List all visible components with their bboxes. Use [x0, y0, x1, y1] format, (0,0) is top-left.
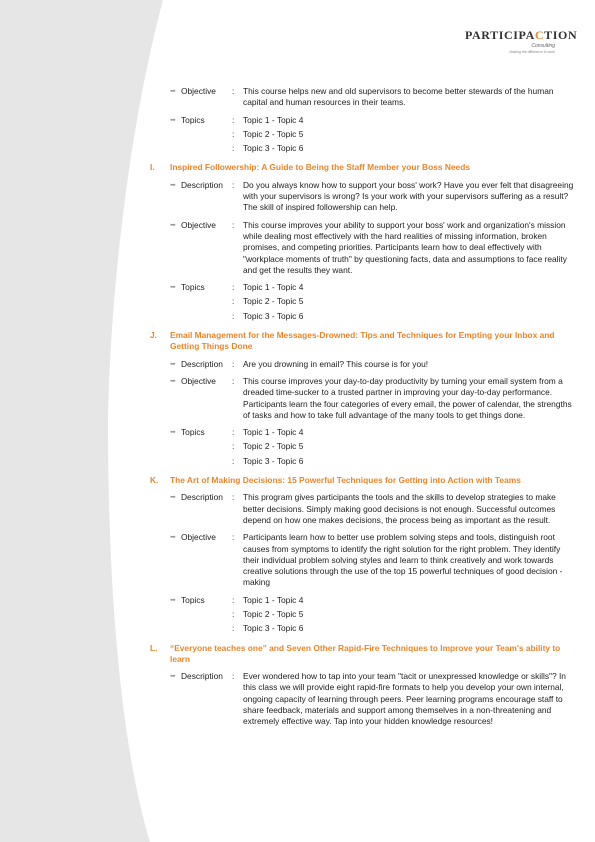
description-row: ➥ Description : Are you drowning in email? This course is for you! — [170, 359, 575, 370]
objective-text: Participants learn how to better use problem solving steps and tools, distinguish root causes from symptoms to identify the right solution for the right problem. They identify their individual problem solving styles and learn to think creatively and work towards creative solutions through the use of the top 15 powerful techniques of good decision -making — [243, 532, 563, 588]
description-text: Do you always know how to support your boss' work? Have you ever felt that disagreeing with your supervisors is wrong? Is your work with your supervisors suffering as a result? The skill of inspired followership can help. — [243, 179, 574, 213]
objective-label: Objective — [181, 375, 216, 386]
course-list: ➥ Objective : This course helps new and old supervisors to become better stewards of the human capital and human resources in their teams. ➥ Topics : Topic 1 - Topic 4 : Topic 2 - Topic 5 : Topic 3 - Topic 6 I. Inspired Followership: A Guide to Being the Staff Member your Boss Needs ➥ Description : Do you always know how to support your boss' work? Have you ever felt that disagreeing with your supervisors is wrong? Is your work with your supervisors suffering as a result? The skill of inspired followership can help. ➥ Objective : This course improves your ability to support your boss' work and organization's mission while dealing most effectively with the hard realities of missing information, broken promises, and competing priorities. Participants learn how to deal effectively with "workplace moments of truth" by questioning facts, data and assumptions to face reality and get the results they want. ➥ Topics : Topic 1 - Topic 4 : Topic 2 - Topic 5 : Topic 3 - Topic 6 J. Email Management for the Messages-Drowned: Tips and Techniques for Empting your Inbox and Getting Things Done ➥ Description : Are you drowning in email? This course is for you! ➥ Objective : This course improves your day-to-day productivity by turning your email system from a dreaded time-sucker to a trusted partner in improving your day-to-day performance. Participants learn the four categories of every email, the power of calendar, the strengths of tasks and how to take full advantage of the many tools to get things done. ➥ Topics : Topic 1 - Topic 4 : Topic 2 - Topic 5 : Topic 3 - Topic 6 K. The Art of Making Decisions: 15 Powerful Techniques for Getting into Action with Teams ➥ Description : This program gives participants the tools and the skills to develop strategies to make better decisions. Simply making good decisions is not enough. Successful outcomes depend on how one makes decisions, the process being as important as the result. ➥ Objective : Participants learn how to better use problem solving steps and tools, distinguish root causes from symptoms to identify the right solution for the right problem. They identify their individual problem solving styles and learn to think creatively and work towards creative solutions through the use of the top 15 powerful techniques of good decision -making ➥ Topics : Topic 1 - Topic 4 : Topic 2 - Topic 5 : Topic 3 - Topic 6 L. “Everyone teaches one” and Seven Other Rapid-Fire Techniques to Improve your Team's ability to learn ➥ Description : Ever wondered how to tap into your team "tacit or unexpressed knowledge or skills"? In this class we will provide eight rapid-fire formats to help you develop your own internal, ongoing capacity of learning through peers. Peer learning programs encourage staff to share feedback, materials and support among themselves in a non-threatening and extremely effective way. Tap into your hidden knowledge resources! — [150, 86, 574, 727]
logo-subtitle: Consulting — [531, 43, 555, 49]
description-text: This program gives participants the tools and the skills to develop strategies to make better decisions. Simply making good decisions is not enough. Successful outcomes depend on how one makes decisions, the process being as important as the result. — [243, 492, 556, 525]
section-letter: I. — [150, 162, 155, 173]
description-label: Description — [181, 492, 223, 503]
section-heading-j — [150, 330, 575, 353]
description-row: ➥ Description : This program gives participants the tools and the skills to develop strategies to make better decisions. Simply making good decisions is not enough. Successful outcomes depend on how one makes decisions, the process being as important as the result. — [170, 492, 575, 526]
objective-label: Objective — [181, 219, 216, 230]
description-row: ➥ Description : Ever wondered how to tap into your team "tacit or unexpressed knowledge or skills"? In this class we will provide eight rapid-fire formats to help you develop your own internal, ongoing capacity of learning through peers. Peer learning programs encourage staff to share feedback, materials and support among themselves in a non-threatening and extremely effective way. Tap into your hidden knowledge resources! — [170, 671, 575, 727]
section-title: Email Management for the Messages-Drowned: Tips and Techniques for Empting your Inbox and Getting Things Done — [170, 330, 555, 352]
intro-topics-row: ➥ Topics : Topic 1 - Topic 4 — [170, 115, 575, 126]
objective-row: ➥ Objective : This course improves your ability to support your boss' work and organization's mission while dealing most effectively with the hard realities of missing information, broken promises, and competing priorities. Participants learn how to deal effectively with "workplace moments of truth" by questioning facts, data and assumptions to face reality and get the results they want. — [170, 220, 575, 276]
left-gray-curve-band — [0, 0, 163, 842]
section-heading-l — [150, 643, 575, 666]
topic-item: Topic 2 - Topic 5 — [243, 296, 304, 307]
topic-item: Topic 2 - Topic 5 — [243, 128, 304, 139]
topics-label: Topics — [181, 594, 205, 605]
topic-item: Topic 3 - Topic 6 — [243, 143, 304, 154]
logo-text-accent: C — [534, 28, 545, 42]
description-row: ➥ Description : Do you always know how to support your boss' work? Have you ever felt that disagreeing with your supervisors is wrong? Is your work with your supervisors suffering as a result? The skill of inspired followership can help. — [170, 179, 574, 213]
topics-label: Topics — [181, 282, 205, 293]
objective-label: Objective — [181, 532, 216, 543]
arrow-bullet-icon: ➥ — [170, 534, 176, 542]
section-letter: K. — [150, 475, 159, 486]
objective-row: ➥ Objective : Participants learn how to better use problem solving steps and tools, distinguish root causes from symptoms to identify the right solution for the right problem. They identify their individual problem solving styles and learn to think creatively and work towards creative solutions through the use of the top 15 powerful techniques of good decision -making — [170, 532, 575, 588]
description-text: Are you drowning in email? This course is for you! — [243, 358, 429, 369]
section-title: Inspired Followership: A Guide to Being the Staff Member your Boss Needs — [170, 162, 470, 173]
logo-text-left: PARTICIPA — [465, 28, 535, 42]
section-heading-i — [150, 162, 575, 173]
objective-label: Objective — [181, 86, 216, 96]
topics-label: Topics — [181, 114, 205, 125]
topic-item: Topic 1 - Topic 4 — [243, 594, 304, 605]
topic-item: Topic 3 - Topic 6 — [243, 455, 304, 466]
section-letter: J. — [150, 330, 157, 341]
objective-text: This course improves your ability to support your boss' work and organization's mission while dealing most effectively with the hard realities of missing information, broken promises, and competing priorities. Participants learn how to deal effectively with "workplace moments of truth" by questioning facts, data and assumptions to face reality and get the results they want. — [243, 219, 567, 275]
description-text: Ever wondered how to tap into your team "tacit or unexpressed knowledge or skills"? In this class we will provide eight rapid-fire formats to help you develop your own internal, ongoing capacity of learning through peers. Peer learning programs encourage staff to share feedback, materials and support among themselves in a non-threatening and extremely effective way. Tap into your hidden knowledge resources! — [243, 671, 566, 727]
topic-item: Topic 3 - Topic 6 — [243, 310, 304, 321]
arrow-bullet-icon: ➥ — [170, 494, 176, 502]
section-heading-k — [150, 475, 575, 486]
topics-row: ➥ Topics : Topic 1 - Topic 4 — [170, 427, 575, 438]
arrow-bullet-icon: ➥ — [170, 116, 176, 124]
section-title: “Everyone teaches one” and Seven Other Rapid-Fire Techniques to Improve your Team's ability to learn — [170, 642, 561, 664]
objective-text: This course helps new and old supervisors to become better stewards of the human capital and human resources in their teams. — [243, 86, 554, 108]
objective-row: ➥ Objective : This course improves your day-to-day productivity by turning your email system from a dreaded time-sucker to a trusted partner in improving your day-to-day performance. Participants learn the four categories of every email, the power of calendar, the strengths of tasks and how to take full advantage of the many tools to get things done. — [170, 376, 575, 421]
topic-item: Topic 3 - Topic 6 — [243, 623, 304, 634]
topics-row: ➥ Topics : Topic 1 - Topic 4 — [170, 282, 575, 293]
logo-wordmark — [465, 28, 578, 43]
description-label: Description — [181, 671, 223, 682]
arrow-bullet-icon: ➥ — [170, 88, 176, 95]
topic-item: Topic 2 - Topic 5 — [243, 608, 304, 619]
arrow-bullet-icon: ➥ — [170, 284, 176, 292]
arrow-bullet-icon: ➥ — [170, 429, 176, 437]
arrow-bullet-icon: ➥ — [170, 360, 176, 368]
objective-text: This course improves your day-to-day productivity by turning your email system from a dreaded time-sucker to a trusted partner in improving your day-to-day performance. Participants learn the four categories of every email, the power of calendar, the strengths of tasks and how to take full advantage of the many tools to get things done. — [243, 375, 572, 420]
topic-item: Topic 1 - Topic 4 — [243, 282, 304, 293]
intro-objective-row: ➥ Objective : This course helps new and old supervisors to become better stewards of the human capital and human resources in their teams. — [170, 86, 575, 109]
topics-row: ➥ Topics : Topic 1 - Topic 4 — [170, 595, 575, 606]
arrow-bullet-icon: ➥ — [170, 673, 176, 681]
logo-text-right: TION — [544, 28, 578, 42]
participaction-logo — [465, 28, 578, 54]
description-label: Description — [181, 179, 223, 190]
topic-item: Topic 1 - Topic 4 — [243, 114, 304, 125]
section-letter: L. — [150, 642, 158, 653]
topic-item: Topic 2 - Topic 5 — [243, 441, 304, 452]
arrow-bullet-icon: ➥ — [170, 221, 176, 229]
topic-item: Topic 1 - Topic 4 — [243, 427, 304, 438]
arrow-bullet-icon: ➥ — [170, 181, 176, 189]
section-title: The Art of Making Decisions: 15 Powerful Techniques for Getting into Action with Teams — [170, 475, 521, 486]
arrow-bullet-icon: ➥ — [170, 596, 176, 604]
topics-label: Topics — [181, 427, 205, 438]
logo-tagline: Making the difference in work — [509, 50, 555, 54]
description-label: Description — [181, 358, 223, 369]
arrow-bullet-icon: ➥ — [170, 377, 176, 385]
